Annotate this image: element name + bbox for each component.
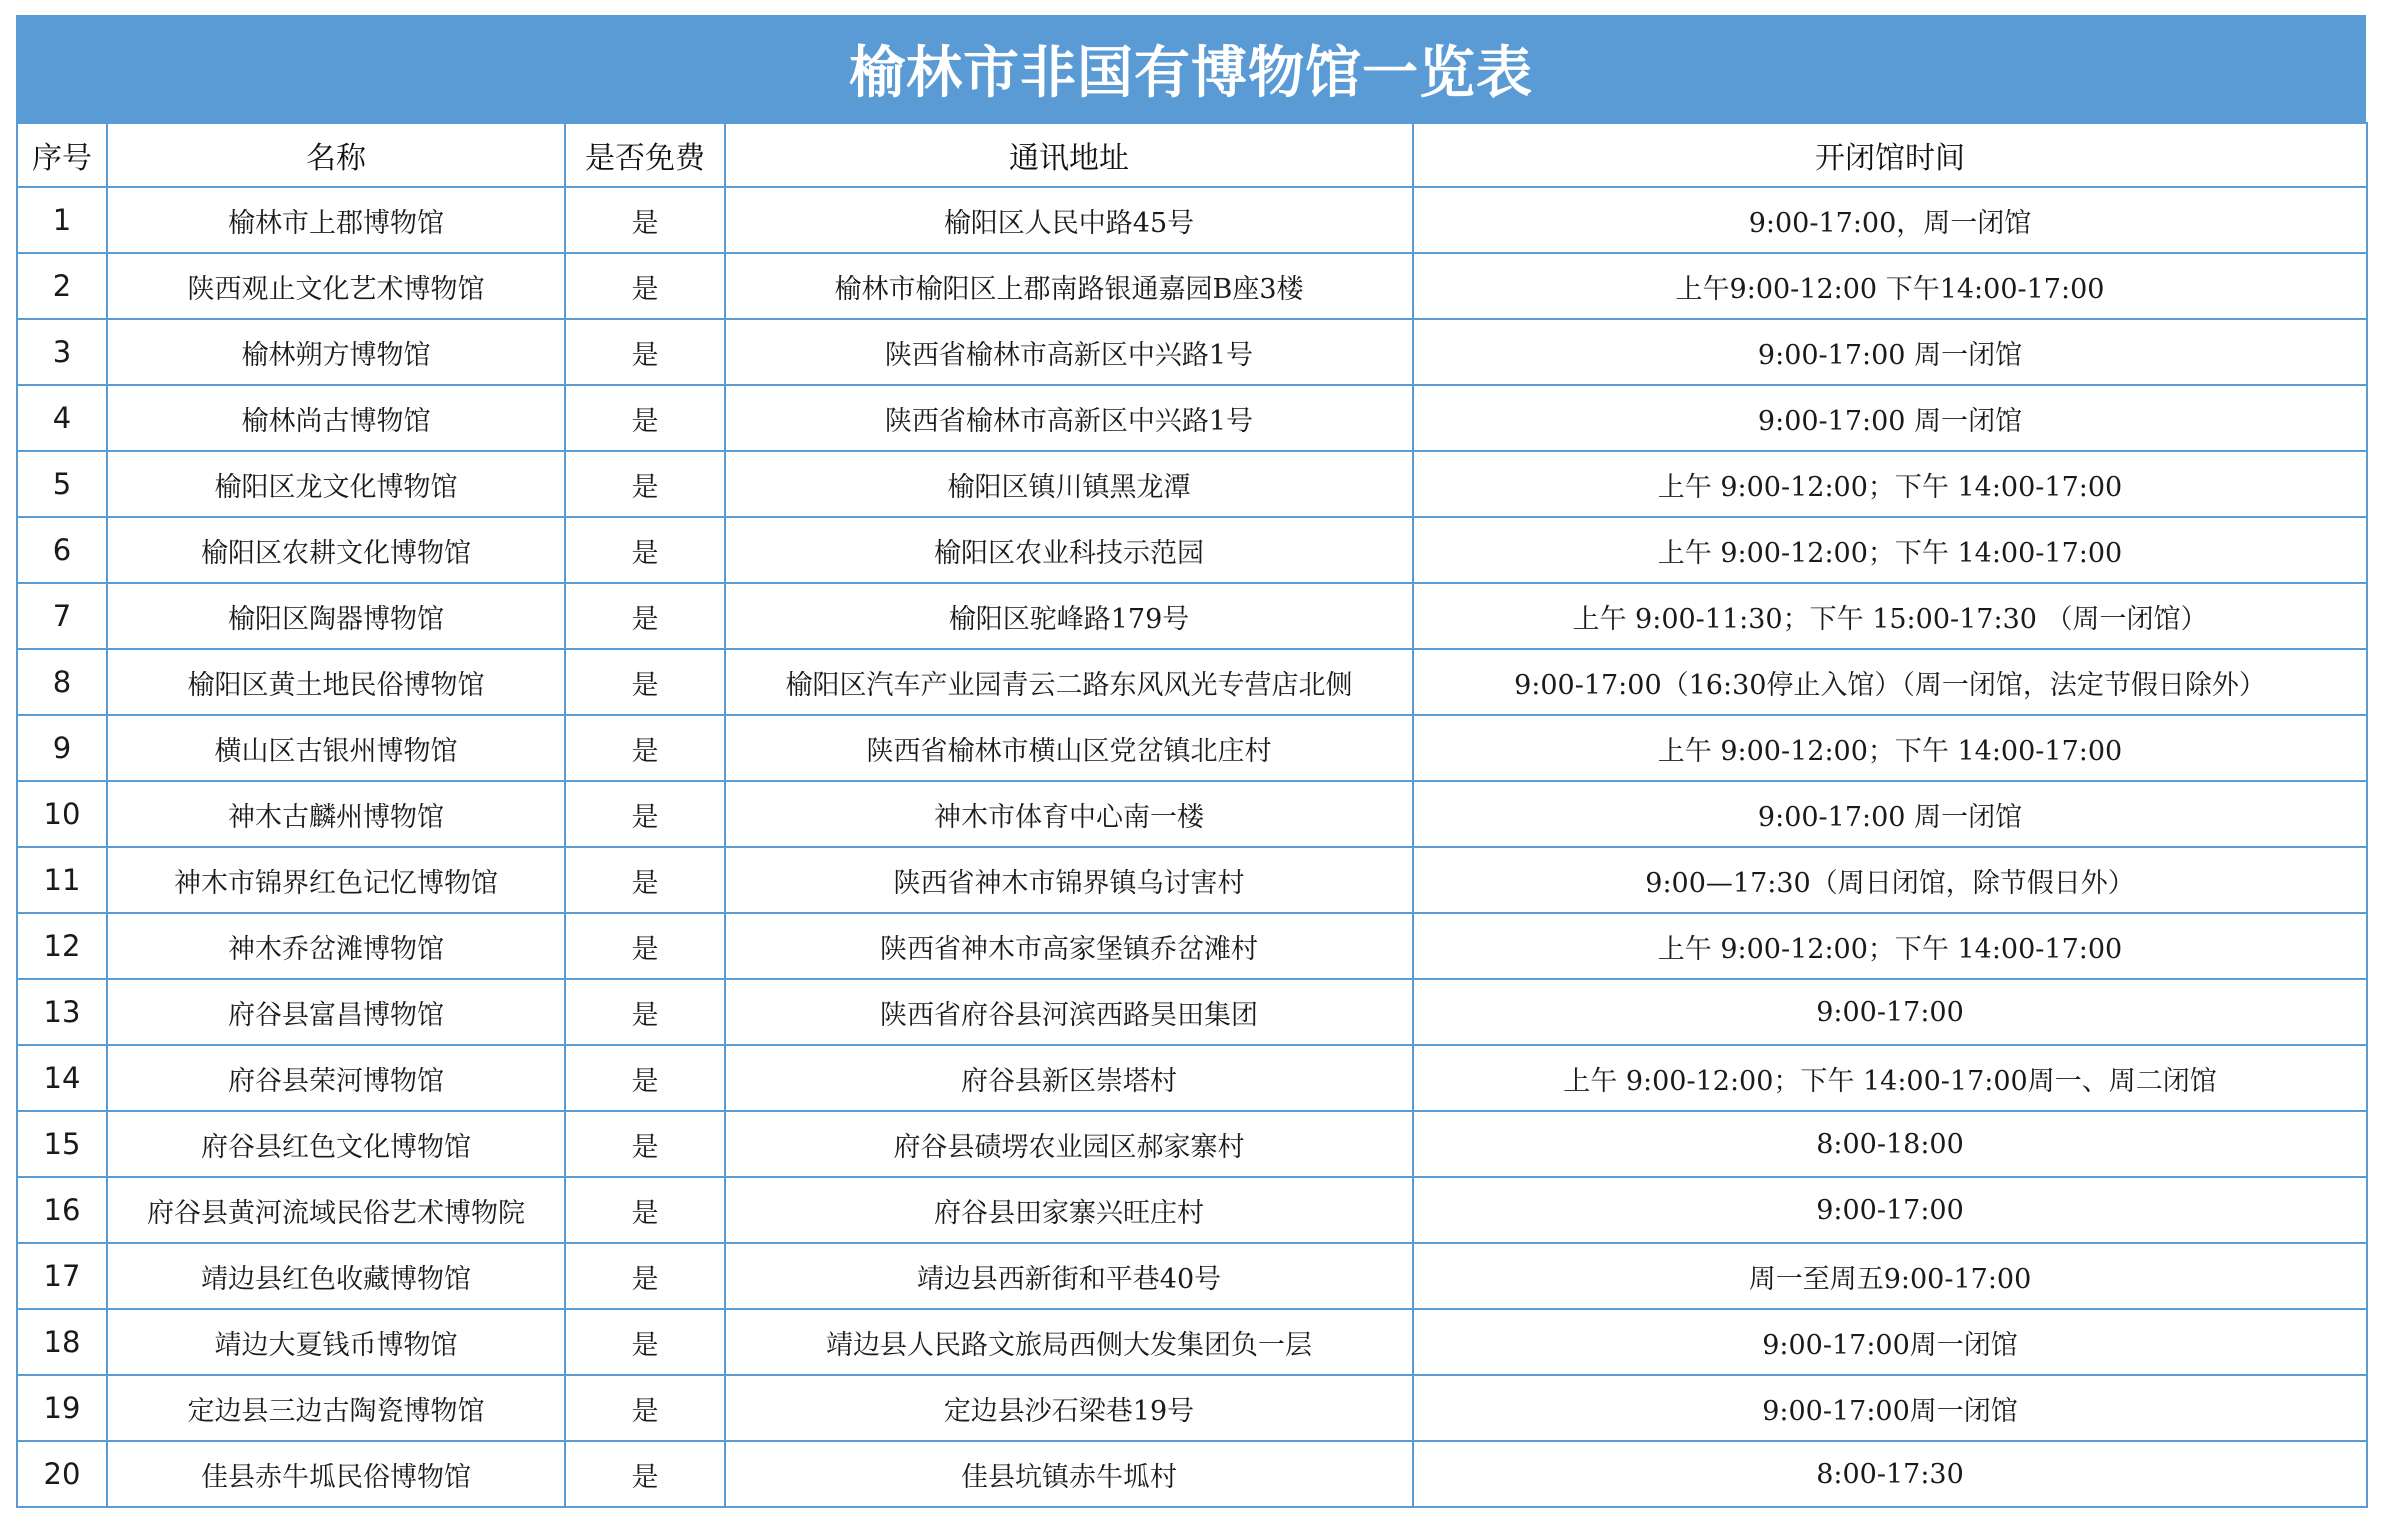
cell-index: 15 <box>17 1111 107 1177</box>
cell-free: 是 <box>565 517 725 583</box>
cell-index: 5 <box>17 451 107 517</box>
cell-name: 靖边县红色收藏博物馆 <box>107 1243 565 1309</box>
cell-free: 是 <box>565 781 725 847</box>
cell-name: 神木乔岔滩博物馆 <box>107 913 565 979</box>
cell-hours: 上午9:00-12:00 下午14:00-17:00 <box>1413 253 2367 319</box>
cell-address: 陕西省神木市锦界镇乌讨害村 <box>725 847 1413 913</box>
cell-hours: 9:00-17:00，周一闭馆 <box>1413 187 2367 253</box>
cell-hours: 8:00-18:00 <box>1413 1111 2367 1177</box>
cell-index: 2 <box>17 253 107 319</box>
table-row <box>17 1441 2367 1507</box>
cell-address: 靖边县西新街和平巷40号 <box>725 1243 1413 1309</box>
table-row <box>17 715 2367 781</box>
cell-address: 府谷县碛塄农业园区郝家寨村 <box>725 1111 1413 1177</box>
cell-free: 是 <box>565 583 725 649</box>
table-row <box>17 979 2367 1045</box>
table-row <box>17 781 2367 847</box>
cell-address: 陕西省榆林市高新区中兴路1号 <box>725 385 1413 451</box>
cell-index: 9 <box>17 715 107 781</box>
cell-address: 陕西省神木市高家堡镇乔岔滩村 <box>725 913 1413 979</box>
cell-address: 定边县沙石梁巷19号 <box>725 1375 1413 1441</box>
table-row <box>17 1375 2367 1441</box>
cell-address: 陕西省榆林市高新区中兴路1号 <box>725 319 1413 385</box>
cell-free: 是 <box>565 253 725 319</box>
cell-name: 府谷县红色文化博物馆 <box>107 1111 565 1177</box>
cell-name: 府谷县荣河博物馆 <box>107 1045 565 1111</box>
header-row <box>17 123 2367 187</box>
cell-free: 是 <box>565 847 725 913</box>
table-row <box>17 451 2367 517</box>
cell-free: 是 <box>565 187 725 253</box>
cell-hours: 8:00-17:30 <box>1413 1441 2367 1507</box>
cell-index: 20 <box>17 1441 107 1507</box>
cell-hours: 9:00-17:00 周一闭馆 <box>1413 781 2367 847</box>
cell-index: 8 <box>17 649 107 715</box>
table-row <box>17 913 2367 979</box>
cell-index: 7 <box>17 583 107 649</box>
table-row <box>17 1243 2367 1309</box>
cell-name: 靖边大夏钱币博物馆 <box>107 1309 565 1375</box>
cell-address: 神木市体育中心南一楼 <box>725 781 1413 847</box>
header-address: 通讯地址 <box>725 123 1413 187</box>
cell-hours: 9:00-17:00 <box>1413 979 2367 1045</box>
cell-hours: 9:00-17:00 周一闭馆 <box>1413 385 2367 451</box>
table-row <box>17 1111 2367 1177</box>
table-row <box>17 1177 2367 1243</box>
cell-address: 榆阳区人民中路45号 <box>725 187 1413 253</box>
cell-name: 神木市锦界红色记忆博物馆 <box>107 847 565 913</box>
cell-name: 定边县三边古陶瓷博物馆 <box>107 1375 565 1441</box>
header-index: 序号 <box>17 123 107 187</box>
cell-free: 是 <box>565 1177 725 1243</box>
cell-free: 是 <box>565 1243 725 1309</box>
cell-hours: 上午 9:00-12:00；下午 14:00-17:00周一、周二闭馆 <box>1413 1045 2367 1111</box>
table-row <box>17 1045 2367 1111</box>
cell-name: 榆林市上郡博物馆 <box>107 187 565 253</box>
cell-free: 是 <box>565 1045 725 1111</box>
table-row <box>17 847 2367 913</box>
cell-index: 17 <box>17 1243 107 1309</box>
cell-hours: 9:00-17:00周一闭馆 <box>1413 1309 2367 1375</box>
cell-index: 10 <box>17 781 107 847</box>
table-row <box>17 253 2367 319</box>
cell-hours: 9:00-17:00 周一闭馆 <box>1413 319 2367 385</box>
cell-hours: 上午 9:00-12:00；下午 14:00-17:00 <box>1413 715 2367 781</box>
cell-hours: 9:00-17:00（16:30停止入馆）（周一闭馆，法定节假日除外） <box>1413 649 2367 715</box>
cell-address: 陕西省府谷县河滨西路昊田集团 <box>725 979 1413 1045</box>
cell-name: 横山区古银州博物馆 <box>107 715 565 781</box>
museum-table <box>16 122 2368 1508</box>
cell-address: 靖边县人民路文旅局西侧大发集团负一层 <box>725 1309 1413 1375</box>
cell-free: 是 <box>565 649 725 715</box>
cell-address: 佳县坑镇赤牛坬村 <box>725 1441 1413 1507</box>
cell-index: 13 <box>17 979 107 1045</box>
cell-hours: 上午 9:00-12:00；下午 14:00-17:00 <box>1413 913 2367 979</box>
cell-index: 1 <box>17 187 107 253</box>
cell-free: 是 <box>565 1375 725 1441</box>
cell-name: 榆阳区陶器博物馆 <box>107 583 565 649</box>
cell-index: 16 <box>17 1177 107 1243</box>
header-free: 是否免费 <box>565 123 725 187</box>
cell-address: 榆林市榆阳区上郡南路银通嘉园B座3楼 <box>725 253 1413 319</box>
cell-free: 是 <box>565 1441 725 1507</box>
table-body <box>17 187 2367 1507</box>
cell-index: 19 <box>17 1375 107 1441</box>
table-row <box>17 583 2367 649</box>
cell-index: 18 <box>17 1309 107 1375</box>
table-title: 榆林市非国有博物馆一览表 <box>16 15 2366 122</box>
cell-name: 陕西观止文化艺术博物馆 <box>107 253 565 319</box>
cell-hours: 9:00-17:00 <box>1413 1177 2367 1243</box>
cell-name: 府谷县黄河流域民俗艺术博物院 <box>107 1177 565 1243</box>
table-row <box>17 187 2367 253</box>
cell-name: 榆林尚古博物馆 <box>107 385 565 451</box>
cell-free: 是 <box>565 715 725 781</box>
table-row <box>17 517 2367 583</box>
cell-address: 榆阳区农业科技示范园 <box>725 517 1413 583</box>
cell-address: 府谷县田家寨兴旺庄村 <box>725 1177 1413 1243</box>
cell-name: 榆阳区龙文化博物馆 <box>107 451 565 517</box>
cell-hours: 上午 9:00-12:00；下午 14:00-17:00 <box>1413 517 2367 583</box>
cell-hours: 上午 9:00-11:30；下午 15:00-17:30 （周一闭馆） <box>1413 583 2367 649</box>
cell-hours: 周一至周五9:00-17:00 <box>1413 1243 2367 1309</box>
cell-index: 12 <box>17 913 107 979</box>
cell-hours: 9:00—17:30（周日闭馆，除节假日外） <box>1413 847 2367 913</box>
cell-free: 是 <box>565 385 725 451</box>
cell-index: 11 <box>17 847 107 913</box>
cell-free: 是 <box>565 913 725 979</box>
cell-free: 是 <box>565 979 725 1045</box>
cell-name: 榆林朔方博物馆 <box>107 319 565 385</box>
cell-free: 是 <box>565 451 725 517</box>
cell-index: 3 <box>17 319 107 385</box>
table-row <box>17 385 2367 451</box>
cell-free: 是 <box>565 1111 725 1177</box>
cell-address: 榆阳区镇川镇黑龙潭 <box>725 451 1413 517</box>
table-row <box>17 319 2367 385</box>
header-name: 名称 <box>107 123 565 187</box>
cell-free: 是 <box>565 319 725 385</box>
table-row <box>17 1309 2367 1375</box>
cell-name: 佳县赤牛坬民俗博物馆 <box>107 1441 565 1507</box>
header-hours: 开闭馆时间 <box>1413 123 2367 187</box>
cell-address: 陕西省榆林市横山区党岔镇北庄村 <box>725 715 1413 781</box>
cell-hours: 9:00-17:00周一闭馆 <box>1413 1375 2367 1441</box>
cell-name: 榆阳区农耕文化博物馆 <box>107 517 565 583</box>
cell-name: 神木古麟州博物馆 <box>107 781 565 847</box>
museum-list-sheet <box>16 15 2366 1508</box>
cell-index: 6 <box>17 517 107 583</box>
cell-address: 榆阳区驼峰路179号 <box>725 583 1413 649</box>
cell-name: 府谷县富昌博物馆 <box>107 979 565 1045</box>
cell-address: 府谷县新区崇塔村 <box>725 1045 1413 1111</box>
cell-index: 14 <box>17 1045 107 1111</box>
cell-address: 榆阳区汽车产业园青云二路东风风光专营店北侧 <box>725 649 1413 715</box>
cell-free: 是 <box>565 1309 725 1375</box>
cell-name: 榆阳区黄土地民俗博物馆 <box>107 649 565 715</box>
cell-hours: 上午 9:00-12:00；下午 14:00-17:00 <box>1413 451 2367 517</box>
table-row <box>17 649 2367 715</box>
cell-index: 4 <box>17 385 107 451</box>
